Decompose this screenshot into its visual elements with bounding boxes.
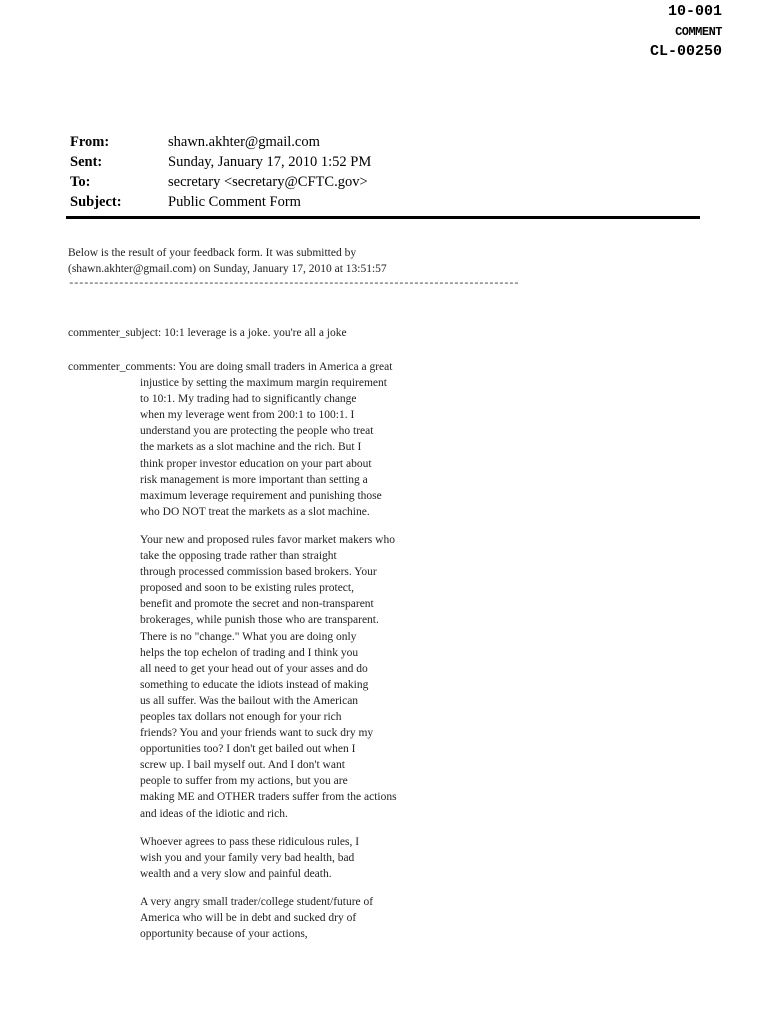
intro-line-1: Below is the result of your feedback form. It was submitted by bbox=[68, 247, 357, 259]
comment-line: proposed and soon to be existing rules protect, bbox=[140, 582, 354, 595]
comment-line: making ME and OTHER traders suffer from the actions bbox=[140, 791, 397, 804]
header-divider bbox=[66, 216, 700, 219]
sent-label: Sent: bbox=[70, 154, 103, 170]
comment-line: maximum leverage requirement and punishing those bbox=[140, 489, 382, 502]
comment-line: people to suffer from my actions, but you are bbox=[140, 775, 348, 788]
comment-paragraph bbox=[140, 532, 708, 822]
email-header bbox=[70, 132, 371, 212]
to-label: To: bbox=[70, 174, 91, 190]
comment-line: America who will be in debt and sucked dry of bbox=[140, 912, 357, 924]
subject-label: Subject: bbox=[70, 194, 122, 210]
commenter-subject: commenter_subject: 10:1 leverage is a joke. you're all a joke bbox=[68, 327, 347, 339]
comment-line: think proper investor education on your part about bbox=[140, 457, 372, 470]
from-label: From: bbox=[70, 134, 110, 150]
comment-line: A very angry small trader/college student/future of bbox=[140, 895, 374, 908]
header-row-to bbox=[70, 172, 371, 192]
comment-paragraph bbox=[140, 834, 708, 882]
comment-line: something to educate the idiots instead of making bbox=[140, 678, 369, 691]
header-row-sent bbox=[70, 152, 371, 172]
comment-line: There is no "change." What you are doing only bbox=[140, 630, 357, 643]
docket-stamp bbox=[650, 2, 722, 62]
comment-line: who DO NOT treat the markets as a slot machine. bbox=[140, 505, 370, 518]
comment-line: opportunities too? I don't get bailed out when I bbox=[140, 743, 356, 756]
form-intro bbox=[68, 245, 387, 277]
comment-line: through processed commission based brokers. Your bbox=[140, 566, 377, 579]
comment-line: the markets as a slot machine and the rich. But I bbox=[140, 441, 362, 454]
comment-line: and ideas of the idiotic and rich. bbox=[140, 807, 288, 820]
comment-line: when my leverage went from 200:1 to 100:1. I bbox=[140, 409, 355, 422]
comment-line: Whoever agrees to pass these ridiculous rules, I bbox=[140, 835, 360, 848]
comment-line: all need to get your head out of your asses and do bbox=[140, 662, 368, 675]
separator-line: ------------------------------------------------------------------------------------------ bbox=[68, 278, 519, 290]
comment-paragraph bbox=[140, 375, 708, 520]
comment-line: us all suffer. Was the bailout with the American bbox=[140, 694, 359, 707]
comment-line: friends? You and your friends want to suck dry my bbox=[140, 727, 374, 740]
comment-id: CL-00250 bbox=[649, 43, 722, 60]
commenter-comments bbox=[68, 359, 708, 942]
subject-value: Public Comment Form bbox=[168, 194, 301, 210]
comment-paragraph bbox=[140, 894, 708, 942]
comment-line: benefit and promote the secret and non-transparent bbox=[140, 598, 374, 611]
comment-line: injustice by setting the maximum margin requirement bbox=[140, 377, 387, 390]
comment-line: peoples tax dollars not enough for your rich bbox=[140, 710, 342, 723]
header-row-from bbox=[70, 132, 371, 152]
docket-number: 10-001 bbox=[667, 3, 722, 20]
from-value: shawn.akhter@gmail.com bbox=[168, 134, 320, 150]
comment-line: Your new and proposed rules favor market makers who bbox=[140, 533, 395, 546]
sent-value: Sunday, January 17, 2010 1:52 PM bbox=[168, 154, 372, 170]
header-row-subject bbox=[70, 192, 371, 212]
intro-line-2: (shawn.akhter@gmail.com) on Sunday, January 17, 2010 at 13:51:57 bbox=[68, 263, 387, 275]
comment-line: take the opposing trade rather than straight bbox=[140, 550, 337, 563]
to-value: secretary <secretary@CFTC.gov> bbox=[168, 174, 368, 190]
comment-line: wish you and your family very bad health, bad bbox=[140, 851, 355, 864]
comment-line: risk management is more important than setting a bbox=[140, 473, 368, 486]
comments-lead-line: commenter_comments: You are doing small traders in America a great bbox=[68, 361, 393, 373]
comment-line: helps the top echelon of trading and I think you bbox=[140, 646, 359, 659]
document-type: COMMENT bbox=[675, 25, 722, 39]
comment-line: brokerages, while punish those who are transparent. bbox=[140, 614, 379, 627]
comment-line: screw up. I bail myself out. And I don't want bbox=[140, 759, 345, 772]
comment-line: to 10:1. My trading had to significantly change bbox=[140, 393, 357, 406]
comment-line: understand you are protecting the people who treat bbox=[140, 425, 374, 438]
comment-line: wealth and a very slow and painful death. bbox=[140, 867, 332, 880]
comment-line: opportunity because of your actions, bbox=[140, 928, 308, 941]
